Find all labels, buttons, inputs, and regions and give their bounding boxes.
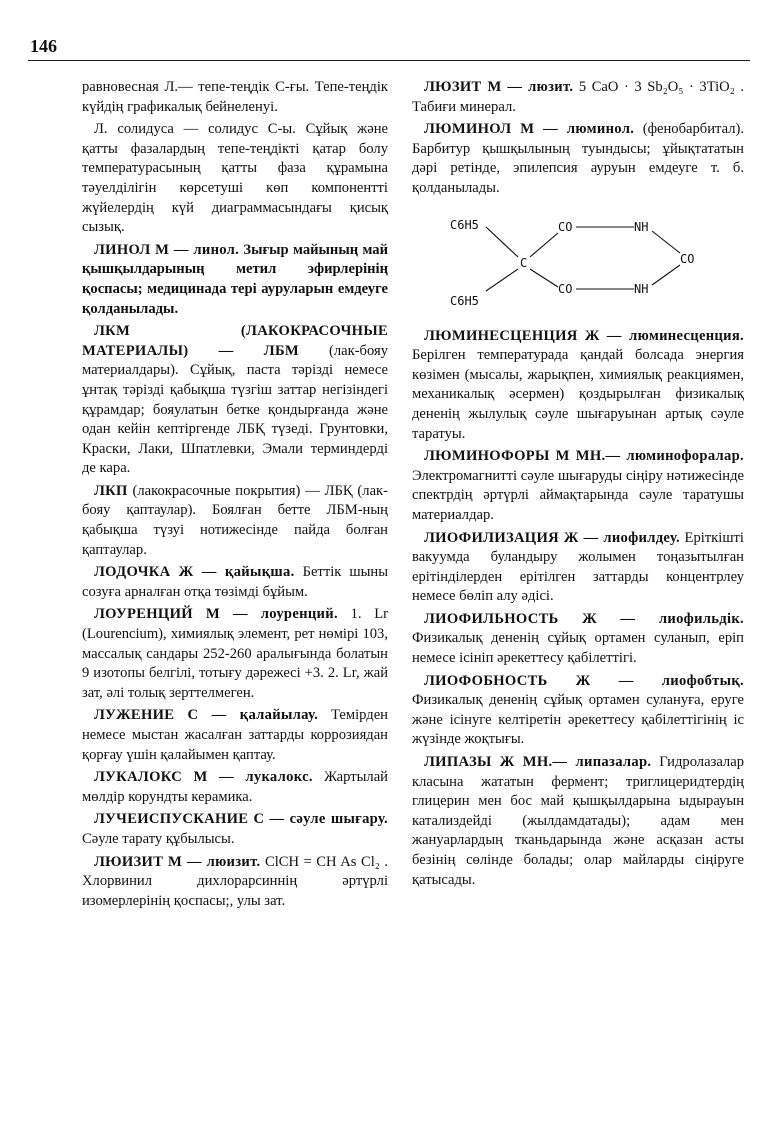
- dictionary-entry: [412, 610, 744, 669]
- entry-text: Сұйық және қатты фазалардың тепе-теңдікті қатар болу температурасының қатты фаза құрамына тәуелділігін көрсетуші көп компонентті жүйелердің күй диаграммасындағы қисық сызық.: [82, 121, 389, 236]
- dictionary-entry: [82, 322, 388, 479]
- co-right-label: CO: [680, 251, 695, 266]
- entry-headword: ЛУКАЛОКС М — лукалокс.: [94, 769, 313, 786]
- entry-text: Темірден немесе мыстан жасалған заттарды коррозиядан қорғау үшін қалайымен қаптау.: [82, 707, 388, 763]
- left-column: [82, 78, 388, 914]
- header-rule: [28, 60, 750, 61]
- entry-headword: ЛЮМИНОЛ М — люминол.: [424, 121, 635, 138]
- dictionary-entry: [412, 529, 744, 607]
- dictionary-entry: [82, 853, 388, 912]
- dictionary-entry: [82, 78, 388, 117]
- entry-text: Беттік шыны созуға арналған отқа төзімді бұйым.: [82, 564, 388, 600]
- entry-text: Ерiткiшті вакуумда буландыру жолымен тоңазытылған ерітінділерден ерітілген заттарды концентрлеу немесе бөліп алу әдісі.: [412, 529, 744, 605]
- dictionary-entry: [412, 327, 744, 445]
- dictionary-entry: [412, 672, 744, 750]
- entry-text: Электромагниттi сәуле шығаруды сіңіру нәтижесінде спектрдің әртүрлі аймақтарында сәуле таратушы материалдар.: [412, 467, 744, 523]
- entry-text: (лак-бояу материалдары). Сұйық, паста тәрізді немесе ұнтақ тәрізді қабықша түзгіш заттар негізіндегі құрамдар; бояулатын бетке қондырғанда және одан кейін кептіргенде ЛБҚ түзеді. Грунтовки, Краски, Лаки, Шпатлевки, Эмали терминдерді де кара.: [82, 342, 389, 477]
- entry-text: Физикалық дененің сұйық ортамен сулануға, еруге және ісінуге келтiретiн әрекеттесу қабiлеттiгiнiң іс жүзінде жоқтығы.: [412, 692, 744, 748]
- entry-headword: ЛИНОЛ М — линол.: [94, 241, 240, 258]
- entry-headword: ЛИПАЗЫ Ж МН.— липазалар.: [424, 754, 652, 771]
- c6h5-bottom-label: C6H5: [450, 293, 479, 308]
- right-column: [412, 78, 744, 893]
- dictionary-entry: [82, 768, 388, 807]
- entry-text: Зығыр майының май қышқылдарының метил эфирлерінің қоспасы; медицинада тері ауруларын емдеуге қолданылады.: [82, 241, 388, 317]
- entry-headword: Л. солидуса — солидус С-ы.: [94, 121, 296, 138]
- bond-line: [486, 227, 518, 257]
- nh-top-label: NH: [634, 219, 649, 234]
- entry-headword: ЛЮЗИТ М — люзит.: [424, 79, 574, 95]
- dictionary-entry: [82, 563, 388, 602]
- dictionary-entry: [412, 447, 744, 525]
- entry-headword: ЛЮМИНЕСЦЕНЦИЯ Ж — люминесценция.: [424, 327, 744, 344]
- entry-text: 1. Lr (Lourencium), химиялық элемент, рет нөмірі 103, массалық сандары 252-260 аралығында болатын 9 изотопы белгілі, тотығу дәрежесі +3. 2. Lr, жай зат, әлі толық зерттелмеген.: [82, 606, 388, 701]
- dictionary-entry: [82, 810, 388, 849]
- entry-headword: ЛЮМИНОФОРЫ М МН.— люминофоралар.: [424, 448, 744, 465]
- entry-headword: ЛИОФИЛИЗАЦИЯ Ж — лиофилдеу.: [424, 529, 680, 546]
- entry-text: Сәуле тарату құбылысы.: [82, 830, 235, 847]
- entry-text: Физикалық дененің сұйық ортамен суланып, еріп немесе ісініп әрекеттесу қабілеттігі.: [412, 630, 744, 667]
- entry-headword: ЛИОФОБНОСТЬ Ж — лиофобтық.: [424, 672, 744, 689]
- bond-line: [652, 265, 680, 285]
- entry-headword: ЛУЧЕИСПУСКАНИЕ С — сәуле шығару.: [94, 811, 388, 828]
- entry-headword: ЛОДОЧКА Ж — қайықша.: [94, 564, 295, 581]
- entry-text: Жартылай мөлдір корундты керамика.: [82, 769, 388, 805]
- bond-line: [486, 269, 518, 291]
- dictionary-entry: [82, 120, 388, 238]
- entry-headword: ЛКП: [94, 482, 128, 499]
- co-top-label: CO: [558, 219, 573, 234]
- bond-line: [530, 269, 558, 287]
- entry-text: (лакокрасочные покрытия) — ЛБҚ (лак-бояу қаптаулар). Боялған бетте ЛБМ-ның қабықша түзуі нотижесінде пайда болған қаптаулар.: [82, 482, 388, 558]
- dictionary-entry: [82, 482, 388, 560]
- entry-headword: ЛЮИЗИТ М — люизит.: [94, 853, 261, 870]
- c6h5-top-label: C6H5: [450, 217, 479, 232]
- entry-text: ClCH = CH As Cl₂ . Хлорвинил дихлорарсиннің әртүрлі изомерлерінің қоспасы;, улы зат.: [82, 853, 388, 909]
- entry-headword: ЛКМ (ЛАКОКРАСОЧНЫЕ МАТЕРИАЛЫ) — ЛБМ: [82, 323, 388, 359]
- entry-headword: ЛОУРЕНЦИЙ М — лоуренций.: [94, 606, 338, 623]
- page-number: 146: [30, 36, 57, 56]
- dictionary-entry: [82, 706, 388, 765]
- nh-bottom-label: NH: [634, 281, 649, 296]
- dictionary-entry: [412, 120, 744, 198]
- entry-headword: ЛИОФИЛЬНОСТЬ Ж — лиофильдік.: [424, 610, 744, 627]
- luminol-structure-diagram: [412, 205, 744, 313]
- dictionary-entry: [82, 605, 388, 703]
- entry-text: 5 CaO · 3 Sb₂O₅ · 3TiO₂ . Табиғи минерал.: [412, 79, 744, 115]
- bond-line: [652, 231, 680, 253]
- central-carbon-label: C: [520, 255, 528, 270]
- entry-headword: ЛУЖЕНИЕ С — қалайылау.: [94, 707, 319, 724]
- dictionary-entry: [412, 78, 744, 117]
- entry-text: Берілген температурада қандай болсада энергия көзімен (мысалы, жарықпен, химиялық реакциямен, механикалық әсермен) қоздырылған физикалық дененің жылулық сәуле шығаруынан артық сәуле таратуы.: [412, 347, 744, 442]
- entry-text: Гидролазалар класына жататын фермент; триглицеридтердің глицерин мен бос май қышқылдарына ыдырауын катализдейді (жылдамдатады); адам мен жануарлардың тканьдарында және асқазан асты безінің сөлінде болады; олар майларды сіңіруге қатысады.: [412, 754, 744, 888]
- entry-text: (фенобарбитал). Барбитур қышқылының туындысы; ұйықтататын дәрі ретінде, эпилепсия ауруын емдеуге т. б. қолданылады.: [412, 121, 744, 196]
- co-bottom-label: CO: [558, 281, 573, 296]
- entry-text: равновесная Л.— тепе-теңдік С-ғы. Тепе-теңдік күйдің графикалық бейнеленуі.: [82, 79, 388, 115]
- dictionary-entry: [412, 753, 744, 890]
- bond-line: [530, 233, 558, 257]
- dictionary-entry: [82, 241, 388, 319]
